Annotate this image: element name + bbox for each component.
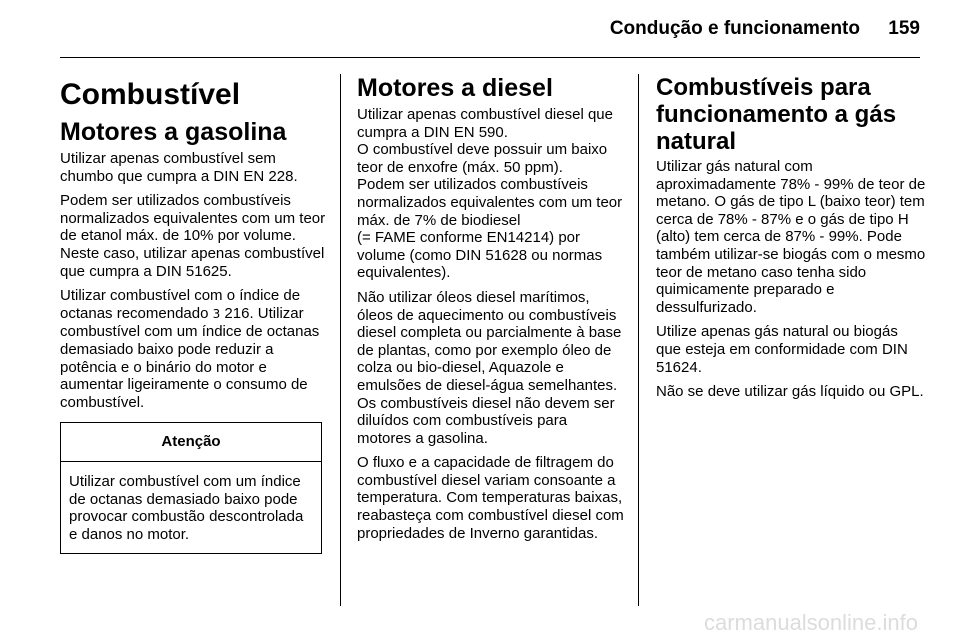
- column-divider: [638, 74, 639, 606]
- page-number: 159: [888, 18, 920, 39]
- diesel-paragraph-1d: (= FAME conforme EN14214) por volume (como DIN 51628 ou normas equivalentes).: [357, 229, 603, 282]
- gasoline-heading: Motores a gasolina: [60, 118, 287, 146]
- header-rule: [60, 57, 920, 58]
- diesel-paragraph-1a: Utilizar apenas combustível diesel que cumpra a DIN EN 590.: [357, 106, 613, 141]
- column-gasoline: [60, 74, 326, 554]
- natural-gas-paragraph-2: Utilize apenas gás natural ou biogás que esteja em conformidade com DIN 51624.: [656, 323, 908, 376]
- octane-text-before: Utilizar combustível com o índice de octanas recomendado: [60, 287, 301, 322]
- natural-gas-paragraph-1: Utilizar gás natural com aproximadamente 78% - 99% de teor de metano. O gás de tipo L (baixo teor) tem cerca de 78% - 87% e o gás de tipo H (alto) tem cerca de 87% - 99%. Pode também utilizar-se biogás com o mesmo teor de metano caso tenha sido quimicamente preparado e dessulfurizado.: [656, 158, 926, 316]
- header-title: Condução e funcionamento: [609, 18, 860, 39]
- gasoline-paragraph-2: Podem ser utilizados combustíveis normalizados equivalentes com um teor de etanol máx. de 10% por volume. Neste caso, utilizar apenas combustível que cumpra a DIN 51625.: [60, 192, 326, 280]
- column-natural-gas: [656, 74, 926, 408]
- diesel-paragraph-1c: Podem ser utilizados combustíveis normalizados equivalentes com um teor máx. de 7% de biodiesel: [357, 176, 623, 229]
- diesel-paragraph-2: Não utilizar óleos diesel marítimos, óleos de aquecimento ou combustíveis diesel completa ou parcialmente à base de plantas, como por exemplo óleo de colza ou bio-diesel, Aquazole e emulsões de diesel-água semelhantes. Os combustíveis diesel não devem ser diluídos com combustíveis para motores a gasolina.: [357, 288, 622, 447]
- page-reference-icon[interactable]: 3: [212, 306, 221, 321]
- gasoline-paragraph-1: Utilizar apenas combustível sem chumbo que cumpra a DIN EN 228.: [60, 150, 298, 185]
- natural-gas-heading: Combustíveis para funcionamento a gás natural: [656, 74, 897, 155]
- octane-text-after: 216. Utilizar combustível com um índice de octanas demasiado baixo pode reduzir a potência e o binário do motor e aumentar ligeiramente o consumo de combustível.: [60, 304, 320, 411]
- natural-gas-paragraph-3: Não se deve utilizar gás líquido ou GPL.: [656, 383, 924, 401]
- column-diesel: [357, 74, 625, 549]
- watermark: carmanualsonline.info: [703, 610, 918, 635]
- section-title: Combustível: [60, 78, 241, 111]
- column-divider: [340, 74, 341, 606]
- diesel-heading: Motores a diesel: [357, 74, 553, 102]
- warning-text: Utilizar combustível com um índice de octanas demasiado baixo pode provocar combustão descontrolada e danos no motor.: [69, 472, 304, 543]
- warning-box: [60, 422, 322, 554]
- diesel-paragraph-3: O fluxo e a capacidade de filtragem do combustível diesel variam consoante a temperatura. Com temperaturas baixas, reabasteça com combustível diesel com propriedades de Inverno garantidas.: [357, 454, 624, 542]
- warning-heading: Atenção: [61, 423, 321, 462]
- diesel-paragraph-1b: O combustível deve possuir um baixo teor de enxofre (máx. 50 ppm).: [357, 141, 608, 176]
- gasoline-paragraph-3: [60, 287, 326, 411]
